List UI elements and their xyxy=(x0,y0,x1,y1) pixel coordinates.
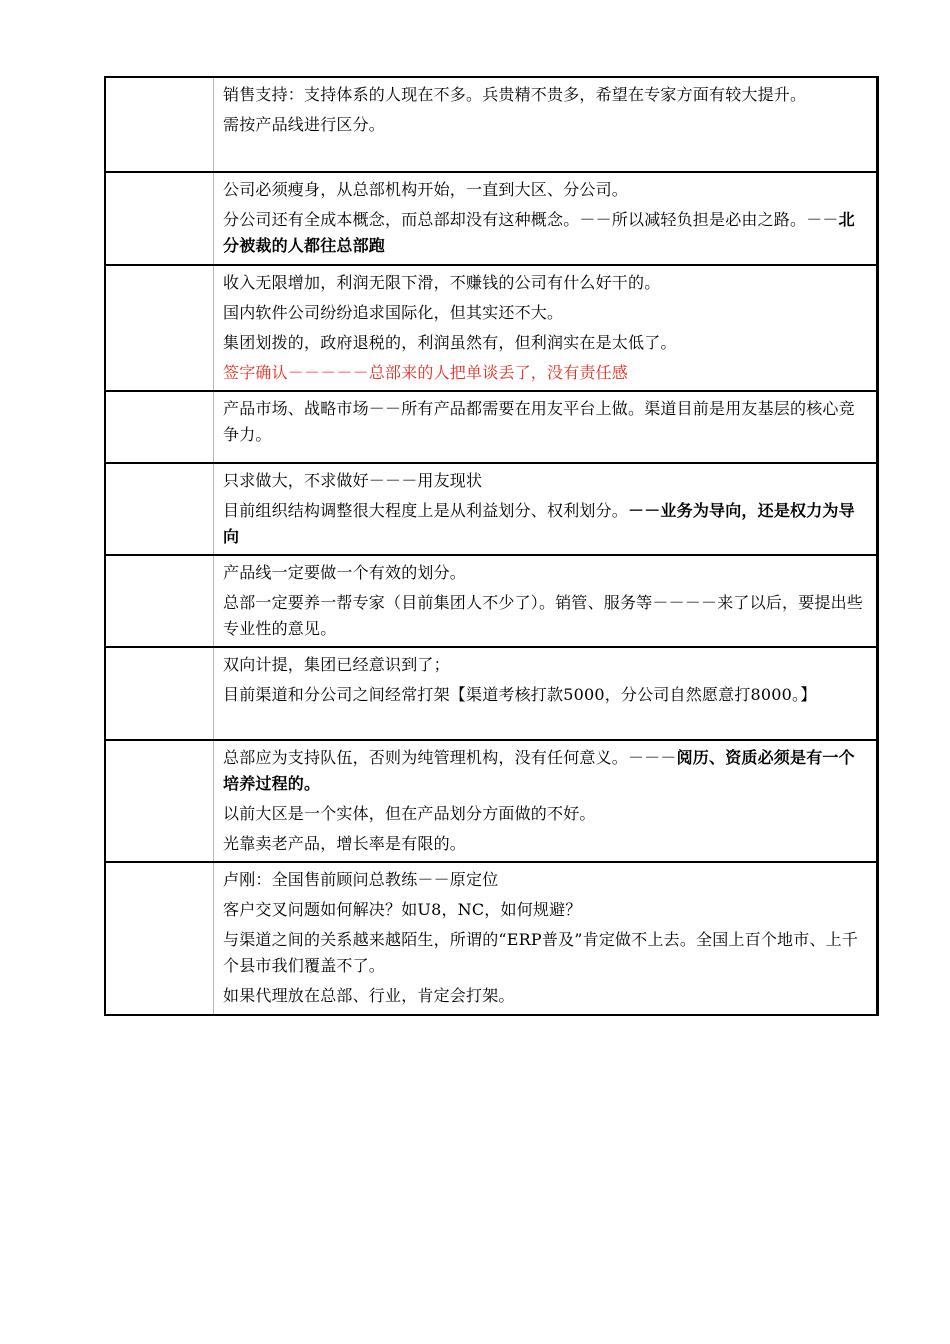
table-row xyxy=(105,862,878,1015)
paragraph xyxy=(223,867,868,893)
table-row xyxy=(105,463,878,555)
table-row xyxy=(105,555,878,647)
left-cell xyxy=(105,265,214,391)
left-cell xyxy=(105,555,214,647)
paragraph xyxy=(223,396,868,448)
paragraph xyxy=(223,330,868,356)
text-run: 如果代理放在总部、行业，肯定会打架。 xyxy=(223,986,515,1005)
paragraph xyxy=(223,652,868,678)
left-cell xyxy=(105,172,214,265)
right-cell xyxy=(214,740,878,862)
left-cell xyxy=(105,647,214,740)
text-run: 以前大区是一个实体，但在产品划分方面做的不好。 xyxy=(223,804,596,823)
text-run: 公司必须瘦身，从总部机构开始，一直到大区、分公司。 xyxy=(223,180,629,199)
paragraph xyxy=(223,207,868,259)
right-cell xyxy=(214,391,878,463)
text-run: 卢刚：全国售前顾问总教练－－原定位 xyxy=(223,870,499,889)
left-cell xyxy=(105,740,214,862)
notes-table-body xyxy=(105,77,878,1015)
right-cell xyxy=(214,862,878,1015)
left-cell xyxy=(105,463,214,555)
paragraph xyxy=(223,112,868,138)
paragraph xyxy=(223,831,868,857)
paragraph xyxy=(223,360,868,386)
text-run: 与渠道之间的关系越来越陌生，所谓的“ERP普及”肯定做不上去。全国上百个地市、上千个县市我们覆盖不了。 xyxy=(223,930,859,975)
text-run: 需按产品线进行区分。 xyxy=(223,115,386,134)
right-cell xyxy=(214,647,878,740)
paragraph xyxy=(223,745,868,797)
text-run: 目前组织结构调整很大程度上是从利益划分、权利划分。 xyxy=(223,501,629,520)
text-run: 客户交叉问题如何解决？如U8，NC，如何规避？ xyxy=(223,900,582,919)
right-cell xyxy=(214,172,878,265)
text-run: 集团划拨的，政府退税的，利润虽然有，但利润实在是太低了。 xyxy=(223,333,677,352)
bold-text-run: 阅历、资质必须是有一个培养过程的。 xyxy=(223,748,855,793)
text-run: 目前渠道和分公司之间经常打架【渠道考核打款5000，分公司自然愿意打8000。】 xyxy=(223,685,817,704)
paragraph xyxy=(223,983,868,1009)
paragraph xyxy=(223,801,868,827)
bold-text-run: 北分被裁的人都往总部跑 xyxy=(223,210,855,255)
paragraph xyxy=(223,177,868,203)
right-cell xyxy=(214,463,878,555)
paragraph xyxy=(223,82,868,108)
paragraph xyxy=(223,270,868,296)
right-cell xyxy=(214,555,878,647)
text-run: 国内软件公司纷纷追求国际化，但其实还不大。 xyxy=(223,303,564,322)
text-run: 产品线一定要做一个有效的划分。 xyxy=(223,563,467,582)
text-run: 双向计提，集团已经意识到了； xyxy=(223,655,450,674)
paragraph xyxy=(223,300,868,326)
paragraph xyxy=(223,927,868,979)
left-cell xyxy=(105,862,214,1015)
table-row xyxy=(105,172,878,265)
right-cell xyxy=(214,77,878,172)
paragraph xyxy=(223,468,868,494)
text-run: 收入无限增加，利润无限下滑，不赚钱的公司有什么好干的。 xyxy=(223,273,661,292)
text-run: 销售支持：支持体系的人现在不多。兵贵精不贵多，希望在专家方面有较大提升。 xyxy=(223,85,807,104)
paragraph xyxy=(223,897,868,923)
table-row xyxy=(105,391,878,463)
paragraph xyxy=(223,682,868,708)
paragraph xyxy=(223,498,868,550)
table-row xyxy=(105,647,878,740)
bold-text-run: －－业务为导向，还是权力为导向 xyxy=(223,501,855,546)
left-cell xyxy=(105,77,214,172)
left-cell xyxy=(105,391,214,463)
text-run: 总部应为支持队伍，否则为纯管理机构，没有任何意义。－－－ xyxy=(223,748,677,767)
text-run: 光靠卖老产品，增长率是有限的。 xyxy=(223,834,467,853)
right-cell xyxy=(214,265,878,391)
text-run: 产品市场、战略市场－－所有产品都需要在用友平台上做。渠道目前是用友基层的核心竞争力。 xyxy=(223,399,855,444)
table-row xyxy=(105,740,878,862)
table-row xyxy=(105,265,878,391)
text-run: 只求做大，不求做好－－－用友现状 xyxy=(223,471,483,490)
text-run: 总部一定要养一帮专家（目前集团人不少了）。销管、服务等－－－－来了以后，要提出些专业性的意见。 xyxy=(223,593,864,638)
text-run: 分公司还有全成本概念，而总部却没有这种概念。－－所以减轻负担是必由之路。－－ xyxy=(223,210,839,229)
paragraph xyxy=(223,590,868,642)
notes-table xyxy=(104,76,879,1016)
table-row xyxy=(105,77,878,172)
paragraph xyxy=(223,560,868,586)
red-text-run: 签字确认－－－－－总部来的人把单谈丢了，没有责任感 xyxy=(223,363,629,382)
